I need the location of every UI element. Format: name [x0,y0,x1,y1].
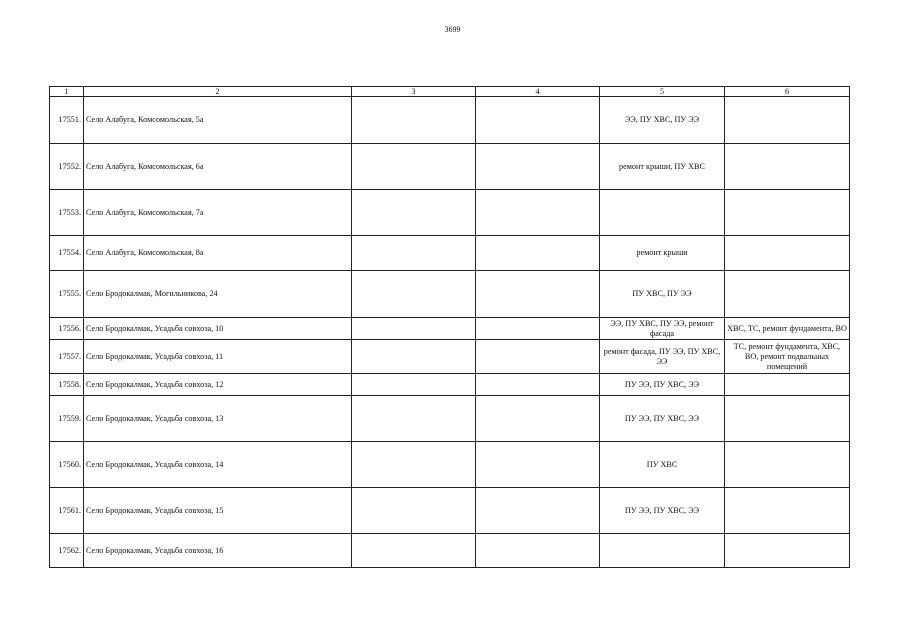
table-row [50,442,850,488]
row-col5: ЭЭ, ПУ ХВС, ПУ ЭЭ, ремонт фасада [600,318,725,340]
row-col4 [476,144,600,190]
row-number: 17556. [50,318,84,340]
row-col5: ПУ ЭЭ, ПУ ХВС, ЭЭ [600,396,725,442]
row-address: Село Бродокалмак, Могильникова, 24 [84,271,352,318]
column-header: 5 [600,87,725,97]
row-col3 [352,97,476,144]
row-col5 [600,534,725,568]
row-col4 [476,271,600,318]
row-number: 17558. [50,374,84,396]
table-row [50,318,850,340]
table-row [50,534,850,568]
row-col3 [352,488,476,534]
table-row [50,97,850,144]
row-number: 17552. [50,144,84,190]
row-col5: ЭЭ, ПУ ХВС, ПУ ЭЭ [600,97,725,144]
row-col4 [476,488,600,534]
column-header: 2 [84,87,352,97]
row-col3 [352,534,476,568]
row-col5: ремонт крыши [600,236,725,271]
row-col5 [600,190,725,236]
page-number: 3699 [444,25,461,34]
row-number: 17557. [50,340,84,374]
column-header: 6 [725,87,850,97]
row-col3 [352,190,476,236]
column-header: 4 [476,87,600,97]
row-col3 [352,374,476,396]
table-row [50,396,850,442]
row-address: Село Алабуга, Комсомольская, 7а [84,190,352,236]
row-col4 [476,534,600,568]
row-address: Село Бродокалмак, Усадьба совхоза, 11 [84,340,352,374]
column-header: 1 [50,87,84,97]
row-address: Село Бродокалмак, Усадьба совхоза, 14 [84,442,352,488]
row-number: 17562. [50,534,84,568]
row-col5: ПУ ХВС [600,442,725,488]
row-address: Село Алабуга, Комсомольская, 5а [84,97,352,144]
row-address: Село Бродокалмак, Усадьба совхоза, 15 [84,488,352,534]
row-col6: ХВС, ТС, ремонт фундамента, ВО [725,318,850,340]
row-col3 [352,340,476,374]
row-number: 17560. [50,442,84,488]
row-col3 [352,396,476,442]
table-row [50,144,850,190]
row-number: 17561. [50,488,84,534]
row-col4 [476,374,600,396]
row-col4 [476,190,600,236]
row-address: Село Бродокалмак, Усадьба совхоза, 12 [84,374,352,396]
row-address: Село Бродокалмак, Усадьба совхоза, 16 [84,534,352,568]
row-col5: ремонт крыши, ПУ ХВС [600,144,725,190]
row-col5: ПУ ЭЭ, ПУ ХВС, ЭЭ [600,488,725,534]
row-col4 [476,236,600,271]
row-col4 [476,318,600,340]
column-header: 3 [352,87,476,97]
row-number: 17551. [50,97,84,144]
row-col6 [725,396,850,442]
row-col5: ремонт фасада, ПУ ЭЭ, ПУ ХВС, ЭЭ [600,340,725,374]
row-col6 [725,534,850,568]
table-row [50,271,850,318]
row-col6 [725,374,850,396]
row-col6 [725,488,850,534]
row-address: Село Бродокалмак, Усадьба совхоза, 13 [84,396,352,442]
row-col6 [725,442,850,488]
table-row [50,374,850,396]
row-address: Село Алабуга, Комсомольская, 6а [84,144,352,190]
row-col4 [476,396,600,442]
row-col6 [725,144,850,190]
row-col3 [352,271,476,318]
row-col5: ПУ ЭЭ, ПУ ХВС, ЭЭ [600,374,725,396]
table-row [50,488,850,534]
row-col6 [725,190,850,236]
row-number: 17553. [50,190,84,236]
register-table [49,86,850,568]
table-row [50,190,850,236]
row-col4 [476,97,600,144]
row-col6: ТС, ремонт фундамента, ХВС, ВО, ремонт подвальных помещений [725,340,850,374]
row-number: 17554. [50,236,84,271]
table-row [50,340,850,374]
row-col5: ПУ ХВС, ПУ ЭЭ [600,271,725,318]
table-row [50,236,850,271]
row-col3 [352,318,476,340]
row-number: 17555. [50,271,84,318]
row-col3 [352,236,476,271]
row-col4 [476,340,600,374]
row-col6 [725,236,850,271]
table-header-row [50,87,850,97]
row-address: Село Бродокалмак, Усадьба совхоза, 10 [84,318,352,340]
row-col3 [352,144,476,190]
row-col3 [352,442,476,488]
row-number: 17559. [50,396,84,442]
row-col4 [476,442,600,488]
row-col6 [725,271,850,318]
row-address: Село Алабуга, Комсомольская, 8а [84,236,352,271]
row-col6 [725,97,850,144]
